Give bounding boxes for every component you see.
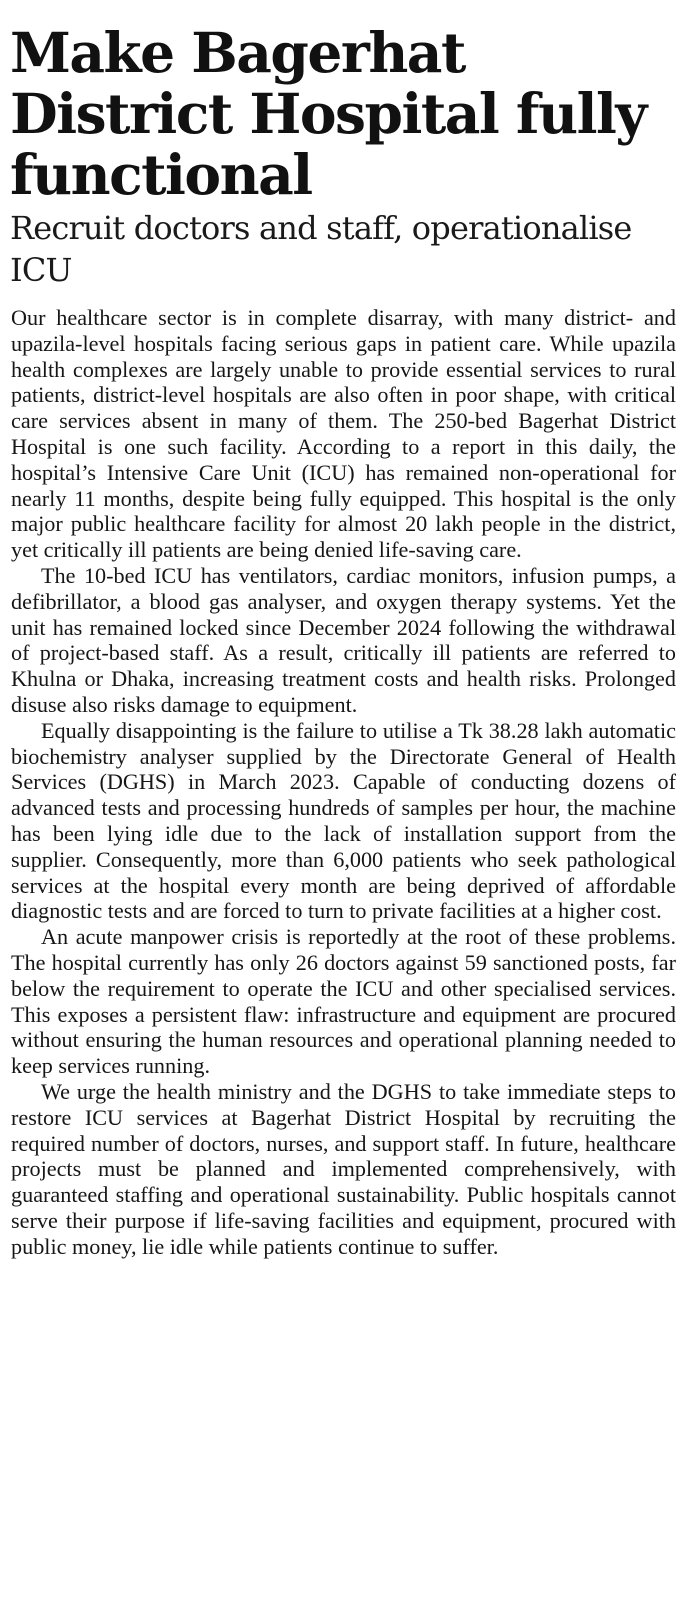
- article-body: [10, 305, 676, 1259]
- paragraph-3: Equally disappointing is the failure to utilise a Tk 38.28 lakh automatic biochemistry analyser supplied by the Directorate General of Health Services (DGHS) in March 2023. Capable of conducting dozens of advanced tests and processing hundreds of samples per hour, the machine has been lying idle due to the lack of installation support from the supplier. Consequently, more than 6,000 patients who seek pathological services at the hospital every month are being deprived of affordable diagnostic tests and are forced to turn to private facilities at a higher cost.: [11, 717, 676, 924]
- headline: Make Bagerhat District Hospital fully functional: [10, 20, 646, 207]
- subheadline: Recruit doctors and staff, operationalise ICU: [10, 209, 632, 289]
- paragraph-1: Our healthcare sector is in complete disarray, with many district- and upazila-level hospitals facing serious gaps in patient care. While upazila health complexes are largely unable to provide essential services to rural patients, district-level hospitals are also often in poor shape, with critical care services absent in many of them. The 250-bed Bagerhat District Hospital is one such facility. According to a report in this daily, the hospital’s Intensive Care Unit (ICU) has remained non-operational for nearly 11 months, despite being fully equipped. This hospital is the only major public healthcare facility for almost 20 lakh people in the district, yet critically ill patients are being denied life-saving care.: [11, 305, 676, 563]
- paragraph-2: The 10-bed ICU has ventilators, cardiac monitors, infusion pumps, a defibrillator, a blood gas analyser, and oxygen therapy systems. Yet the unit has remained locked since December 2024 following the withdrawal of project-based staff. As a result, critically ill patients are referred to Khulna or Dhaka, increasing treatment costs and health risks. Prolonged disuse also risks damage to equipment.: [11, 562, 676, 717]
- paragraph-4: An acute manpower crisis is reportedly at the root of these problems. The hospital currently has only 26 doctors against 59 sanctioned posts, far below the requirement to operate the ICU and other specialised services. This exposes a persistent flaw: infrastructure and equipment are procured without ensuring the human resources and operational planning needed to keep services running.: [11, 924, 676, 1079]
- paragraph-5: We urge the health ministry and the DGHS to take immediate steps to restore ICU services at Bagerhat District Hospital by recruiting the required number of doctors, nurses, and support staff. In future, healthcare projects must be planned and implemented comprehensively, with guaranteed staffing and operational sustainability. Public hospitals cannot serve their purpose if life-saving facilities and equipment, procured with public money, lie idle while patients continue to suffer.: [11, 1078, 676, 1259]
